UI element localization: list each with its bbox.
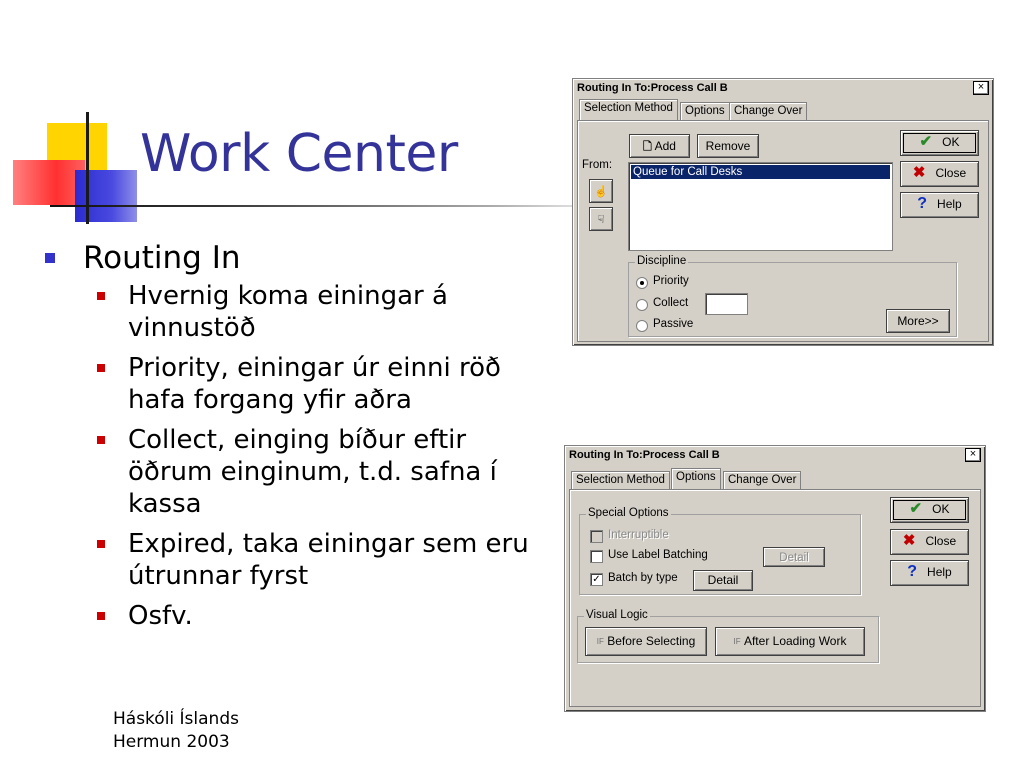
bullet-text: Hvernig koma einingar á vinnustöð <box>128 281 448 343</box>
document-icon: 🗋 <box>643 141 652 153</box>
bullet-text: Collect, einging bíður eftir öðrum einginum, t.d. safna í kassa <box>128 425 497 519</box>
if-logic-icon: IF <box>596 637 604 646</box>
checkmark-icon: ✔ <box>919 133 933 150</box>
bullet-text: Priority, einingar úr einni röð hafa forgang yfir aðra <box>128 353 501 415</box>
interruptible-checkbox[interactable] <box>590 530 603 543</box>
radio-collect[interactable] <box>636 299 648 311</box>
detail-label: Detail <box>779 552 809 564</box>
bullet-marker <box>97 540 105 548</box>
footer-line1: Háskóli Íslands <box>113 709 239 729</box>
help-icon: ? <box>917 195 928 212</box>
special-options-label: Special Options <box>588 507 669 519</box>
collect-input[interactable] <box>705 293 748 315</box>
from-listbox[interactable] <box>628 162 893 251</box>
checkmark-icon: ✔ <box>909 500 923 517</box>
x-icon: ✖ <box>902 532 916 549</box>
routing-dialog-options <box>564 445 986 712</box>
batch-by-type-label: Batch by type <box>608 572 678 584</box>
tab-options[interactable]: Options <box>680 102 730 120</box>
help-icon: ? <box>907 563 918 580</box>
use-label-batching-checkbox[interactable] <box>590 550 603 563</box>
dialog-title: Routing In To:Process Call B <box>569 449 720 461</box>
bullet-text: Osfv. <box>128 601 193 631</box>
after-loading-work-button[interactable] <box>715 627 865 656</box>
help-label: Help <box>937 197 962 211</box>
ok-button[interactable] <box>900 130 979 156</box>
before-selecting-label: Before Selecting <box>607 634 696 648</box>
dialog-titlebar <box>575 81 991 96</box>
passive-label: Passive <box>653 318 694 330</box>
slide-footer <box>113 708 239 754</box>
use-label-batching-label: Use Label Batching <box>608 549 708 561</box>
bullet-level2 <box>45 352 553 416</box>
move-up-button[interactable] <box>589 179 613 203</box>
before-selecting-button[interactable] <box>585 627 707 656</box>
tab-change-over[interactable]: Change Over <box>729 102 807 120</box>
help-button[interactable] <box>900 192 979 218</box>
check-icon: ✓ <box>592 574 601 585</box>
footer-line2: Hermun 2003 <box>113 732 230 752</box>
radio-passive[interactable] <box>636 320 648 332</box>
x-icon: ✖ <box>912 164 926 181</box>
add-button[interactable] <box>629 134 690 158</box>
priority-label: Priority <box>653 275 689 287</box>
from-label: From: <box>582 159 613 171</box>
remove-button[interactable]: Remove <box>697 134 759 158</box>
bullet-marker <box>97 292 105 300</box>
close-icon[interactable]: × <box>973 81 989 95</box>
bullet-list <box>45 238 565 640</box>
bullet-level2 <box>45 600 553 632</box>
routing-dialog-selection <box>572 78 994 346</box>
bullet-text: Expired, taka einingar sem eru útrunnar fyrst <box>128 529 529 591</box>
close-label: Close <box>925 534 957 548</box>
help-label: Help <box>927 565 952 579</box>
label-batching-detail-button[interactable] <box>763 547 825 567</box>
visual-logic-label: Visual Logic <box>586 609 648 621</box>
tab-selection-method[interactable]: Selection Method <box>571 471 670 489</box>
tab-change-over[interactable]: Change Over <box>723 471 801 489</box>
discipline-label: Discipline <box>637 255 687 267</box>
decor-blue-square <box>75 170 137 222</box>
title-underline <box>50 205 600 207</box>
help-button[interactable] <box>890 560 969 586</box>
move-down-button[interactable] <box>589 207 613 231</box>
batch-by-type-checkbox[interactable] <box>590 573 603 586</box>
bullet-level1 <box>45 238 565 278</box>
bullet-marker <box>97 612 105 620</box>
bullet-level2 <box>45 280 553 344</box>
bullet-marker <box>97 364 105 372</box>
hand-down-icon: ☟ <box>597 214 605 226</box>
add-label: Add <box>654 139 676 153</box>
dialog-titlebar <box>567 448 983 463</box>
hand-up-icon: ☝ <box>594 186 608 198</box>
if-logic-icon: IF <box>733 637 741 646</box>
tab-options[interactable]: Options <box>671 468 721 489</box>
close-button[interactable] <box>890 529 969 555</box>
list-item[interactable]: Queue for Call Desks <box>631 165 890 179</box>
batch-type-detail-button[interactable]: Detail <box>693 570 753 591</box>
ok-label: OK <box>932 502 950 516</box>
bullet-marker <box>97 436 105 444</box>
decor-vertical-line <box>86 112 89 224</box>
bullet-level2 <box>45 424 553 520</box>
interruptible-label: Interruptible <box>608 529 669 541</box>
radio-priority[interactable] <box>636 277 648 289</box>
bullet-level2 <box>45 528 553 592</box>
collect-label: Collect <box>653 297 689 309</box>
dialog-title: Routing In To:Process Call B <box>577 82 728 94</box>
close-icon[interactable]: × <box>965 448 981 462</box>
close-button[interactable] <box>900 161 979 187</box>
ok-button[interactable] <box>890 497 969 523</box>
ok-label: OK <box>942 135 960 149</box>
more-button[interactable]: More>> <box>886 309 950 333</box>
bullet-text: Routing In <box>83 240 241 276</box>
close-label: Close <box>935 166 967 180</box>
after-loading-work-label: After Loading Work <box>743 634 847 648</box>
slide-title: Work Center <box>140 124 458 184</box>
bullet-marker <box>45 253 55 263</box>
tab-selection-method[interactable]: Selection Method <box>579 99 678 120</box>
